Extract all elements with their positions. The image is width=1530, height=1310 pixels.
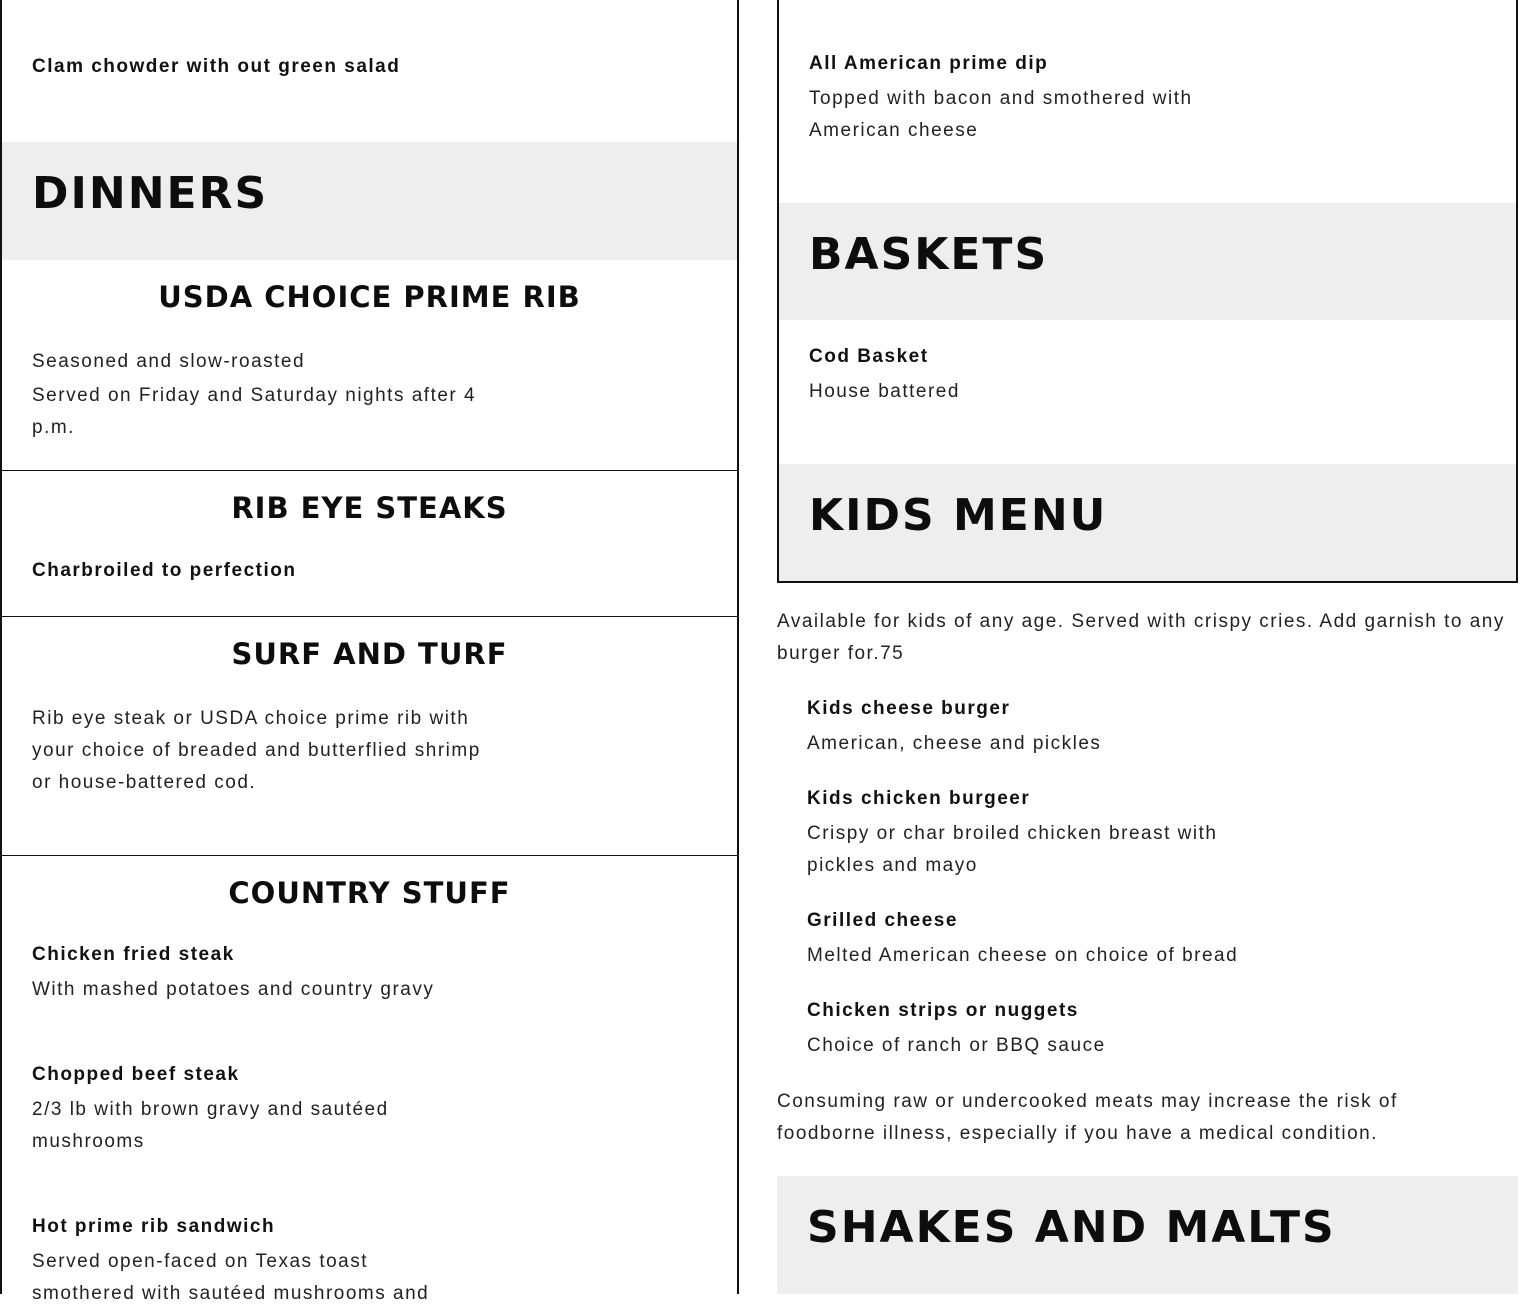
prime-rib-line-2: Served on Friday and Saturday nights after 4 p.m. [32, 385, 477, 438]
cod-basket-name: Cod Basket [809, 346, 929, 367]
chopped-beef-steak-desc: 2/3 lb with brown gravy and sautéed mushrooms [32, 1099, 389, 1152]
divider [2, 855, 737, 856]
country-stuff-title: COUNTRY STUFF [228, 876, 511, 910]
prime-rib-line-1: Seasoned and slow-roasted [32, 351, 306, 372]
chopped-beef-steak-name: Chopped beef steak [32, 1064, 240, 1085]
clam-chowder-note: Clam chowder with out green salad [32, 56, 401, 77]
kids-cheese-burger-desc: American, cheese and pickles [807, 733, 1102, 754]
chicken-fried-steak-name: Chicken fried steak [32, 944, 235, 965]
shakes-malts-title: SHAKES AND MALTS [807, 1202, 1336, 1253]
left-menu-column [0, 0, 739, 1304]
kids-menu-title: KIDS MENU [809, 490, 1108, 541]
divider [2, 470, 737, 471]
divider [2, 616, 737, 617]
kids-menu-intro: Available for kids of any age. Served with crispy cries. Add garnish to any burger for.75 [777, 611, 1505, 664]
prime-dip-desc: Topped with bacon and smothered with American cheese [809, 88, 1193, 141]
grilled-cheese-name: Grilled cheese [807, 910, 958, 931]
rib-eye-note: Charbroiled to perfection [32, 560, 297, 581]
kids-chicken-burger-name: Kids chicken burgeer [807, 788, 1031, 809]
shakes-malts-header [777, 1176, 1518, 1294]
chicken-strips-name: Chicken strips or nuggets [807, 1000, 1079, 1021]
surf-turf-title: SURF AND TURF [231, 637, 508, 671]
dinners-title: DINNERS [32, 168, 269, 219]
cod-basket-desc: House battered [809, 381, 960, 402]
baskets-title: BASKETS [809, 229, 1049, 280]
grilled-cheese-desc: Melted American cheese on choice of bread [807, 945, 1239, 966]
chicken-fried-steak-desc: With mashed potatoes and country gravy [32, 979, 435, 1000]
right-menu-box [777, 0, 1518, 583]
dinners-header [2, 142, 737, 260]
baskets-header [779, 203, 1516, 320]
chicken-strips-desc: Choice of ranch or BBQ sauce [807, 1035, 1106, 1056]
rib-eye-title: RIB EYE STEAKS [231, 491, 508, 525]
hot-prime-rib-sandwich-name: Hot prime rib sandwich [32, 1216, 276, 1237]
prime-rib-title: USDA CHOICE PRIME RIB [158, 280, 581, 314]
raw-meat-warning: Consuming raw or undercooked meats may increase the risk of foodborne illness, especially if you have a medical condition. [777, 1091, 1398, 1144]
kids-cheese-burger-name: Kids cheese burger [807, 698, 1011, 719]
kids-chicken-burger-desc: Crispy or char broiled chicken breast with pickles and mayo [807, 823, 1218, 876]
hot-prime-rib-sandwich-desc: Served open-faced on Texas toast smothered with sautéed mushrooms and [32, 1251, 430, 1304]
kids-menu-header [779, 464, 1516, 581]
prime-dip-name: All American prime dip [809, 53, 1049, 74]
surf-turf-desc: Rib eye steak or USDA choice prime rib with your choice of breaded and butterflied shrimp or house-battered cod. [32, 708, 481, 793]
